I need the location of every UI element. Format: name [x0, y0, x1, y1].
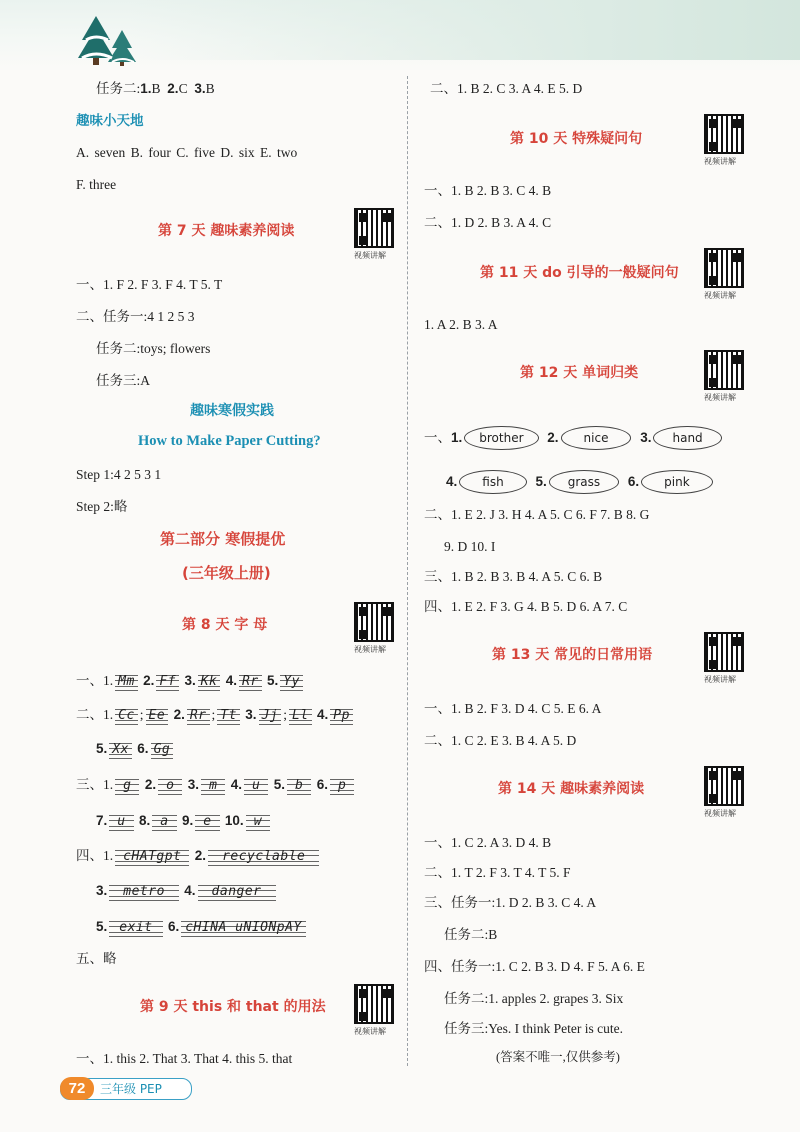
day8-row-6: 四、1. cHATgpt 2. recyclable [76, 847, 321, 866]
qr-code-day9[interactable]: 视频讲解 [354, 984, 398, 1037]
day14-title: 第 14 天 趣味素养阅读 [498, 781, 645, 797]
column-divider [407, 76, 408, 1066]
day14-line-4: 任务二:B [444, 927, 498, 942]
day8-row-7: 3. metro 4. danger [96, 882, 278, 901]
day8-title: 第 8 天 字 母 [182, 617, 268, 633]
day8-row-9: 五、略 [76, 951, 117, 966]
task2-answers: 任务二:1.B 2.C 3.B [96, 81, 215, 96]
day8-row-5: 7. u 8. a 9. e 10. w [96, 812, 272, 831]
fun-corner-heading: 趣味小天地 [76, 113, 144, 129]
qr-code-day12[interactable]: 视频讲解 [704, 350, 748, 403]
day8-row-2: 二、1. Cc ; Ee 2. Rr ; Tt 3. Jj ; Ll 4. Pp [76, 706, 355, 725]
day7-title: 第 7 天 趣味素养阅读 [158, 223, 295, 239]
day13-title: 第 13 天 常见的日常用语 [492, 647, 653, 663]
day8-row-8: 5. exit 6. cHINA uNIONpAY [96, 918, 308, 937]
footer-label: 三年级 PEP [100, 1082, 162, 1096]
day7-line-3: 任务二:toys; flowers [96, 341, 211, 356]
winter-practice-heading: 趣味寒假实践 [190, 403, 274, 419]
reference-note: (答案不唯一,仅供参考) [496, 1050, 620, 1064]
day14-line-5: 四、任务一:1. C 2. B 3. D 4. F 5. A 6. E [424, 959, 645, 974]
right-line-1: 二、1. B 2. C 3. A 4. E 5. D [430, 81, 583, 96]
part2-heading: 第二部分 寒假提优 [160, 530, 286, 548]
day11-title: 第 11 天 do 引导的一般疑问句 [480, 265, 679, 281]
day8-row-3: 5. Xx 6. Gg [96, 740, 175, 759]
day12-words-row-1: 一、1. brother 2. nice 3. hand [424, 426, 724, 450]
day12-words-row-2: 4. fish 5. grass 6. pink [446, 470, 715, 494]
day14-line-3: 三、任务一:1. D 2. B 3. C 4. A [424, 895, 597, 910]
options-line-1: A. seven B. four C. five D. six E. two [76, 145, 298, 160]
page-number: 72 [60, 1077, 94, 1100]
day8-row-1: 一、1. Mm 2. Ff 3. Kk 4. Rr 5. Yy [76, 672, 305, 691]
day14-line-2: 二、1. T 2. F 3. T 4. T 5. F [424, 865, 571, 880]
qr-code-day14[interactable]: 视频讲解 [704, 766, 748, 819]
day12-line-5: 三、1. B 2. B 3. B 4. A 5. C 6. B [424, 569, 603, 584]
qr-code-day7[interactable]: 视频讲解 [354, 208, 398, 261]
day7-line-4: 任务三:A [96, 373, 150, 388]
day13-line-1: 一、1. B 2. F 3. D 4. C 5. E 6. A [424, 701, 602, 716]
how-to-heading: How to Make Paper Cutting? [138, 433, 321, 449]
day12-title: 第 12 天 单词归类 [520, 365, 639, 381]
day12-line-3: 二、1. E 2. J 3. H 4. A 5. C 6. F 7. B 8. G [424, 507, 650, 522]
step1-line: Step 1:4 2 5 3 1 [76, 467, 162, 482]
day10-line-1: 一、1. B 2. B 3. C 4. B [424, 183, 552, 198]
options-line-2: F. three [76, 177, 117, 192]
day7-line-1: 一、1. F 2. F 3. F 4. T 5. T [76, 277, 223, 292]
day12-line-6: 四、1. E 2. F 3. G 4. B 5. D 6. A 7. C [424, 599, 628, 614]
step2-line: Step 2:略 [76, 499, 128, 514]
qr-code-day11[interactable]: 视频讲解 [704, 248, 748, 301]
qr-code-day13[interactable]: 视频讲解 [704, 632, 748, 685]
day13-line-2: 二、1. C 2. E 3. B 4. A 5. D [424, 733, 577, 748]
day9-line-1: 一、1. this 2. That 3. That 4. this 5. that [76, 1051, 293, 1066]
day12-line-4: 9. D 10. I [444, 539, 496, 554]
day14-line-6: 任务二:1. apples 2. grapes 3. Six [444, 991, 624, 1006]
day8-row-4: 三、1. g 2. o 3. m 4. u 5. b 6. p [76, 776, 356, 795]
day14-line-1: 一、1. C 2. A 3. D 4. B [424, 835, 552, 850]
day10-title: 第 10 天 特殊疑问句 [510, 131, 643, 147]
day14-line-7: 任务三:Yes. I think Peter is cute. [444, 1021, 623, 1036]
grade-heading: (三年级上册) [182, 564, 271, 582]
qr-code-day8[interactable]: 视频讲解 [354, 602, 398, 655]
snow-tree-icon [78, 14, 138, 66]
day7-line-2: 二、任务一:4 1 2 5 3 [76, 309, 195, 324]
day10-line-2: 二、1. D 2. B 3. A 4. C [424, 215, 552, 230]
day11-line-1: 1. A 2. B 3. A [424, 317, 498, 332]
qr-code-day10[interactable]: 视频讲解 [704, 114, 748, 167]
day9-title: 第 9 天 this 和 that 的用法 [140, 999, 326, 1015]
